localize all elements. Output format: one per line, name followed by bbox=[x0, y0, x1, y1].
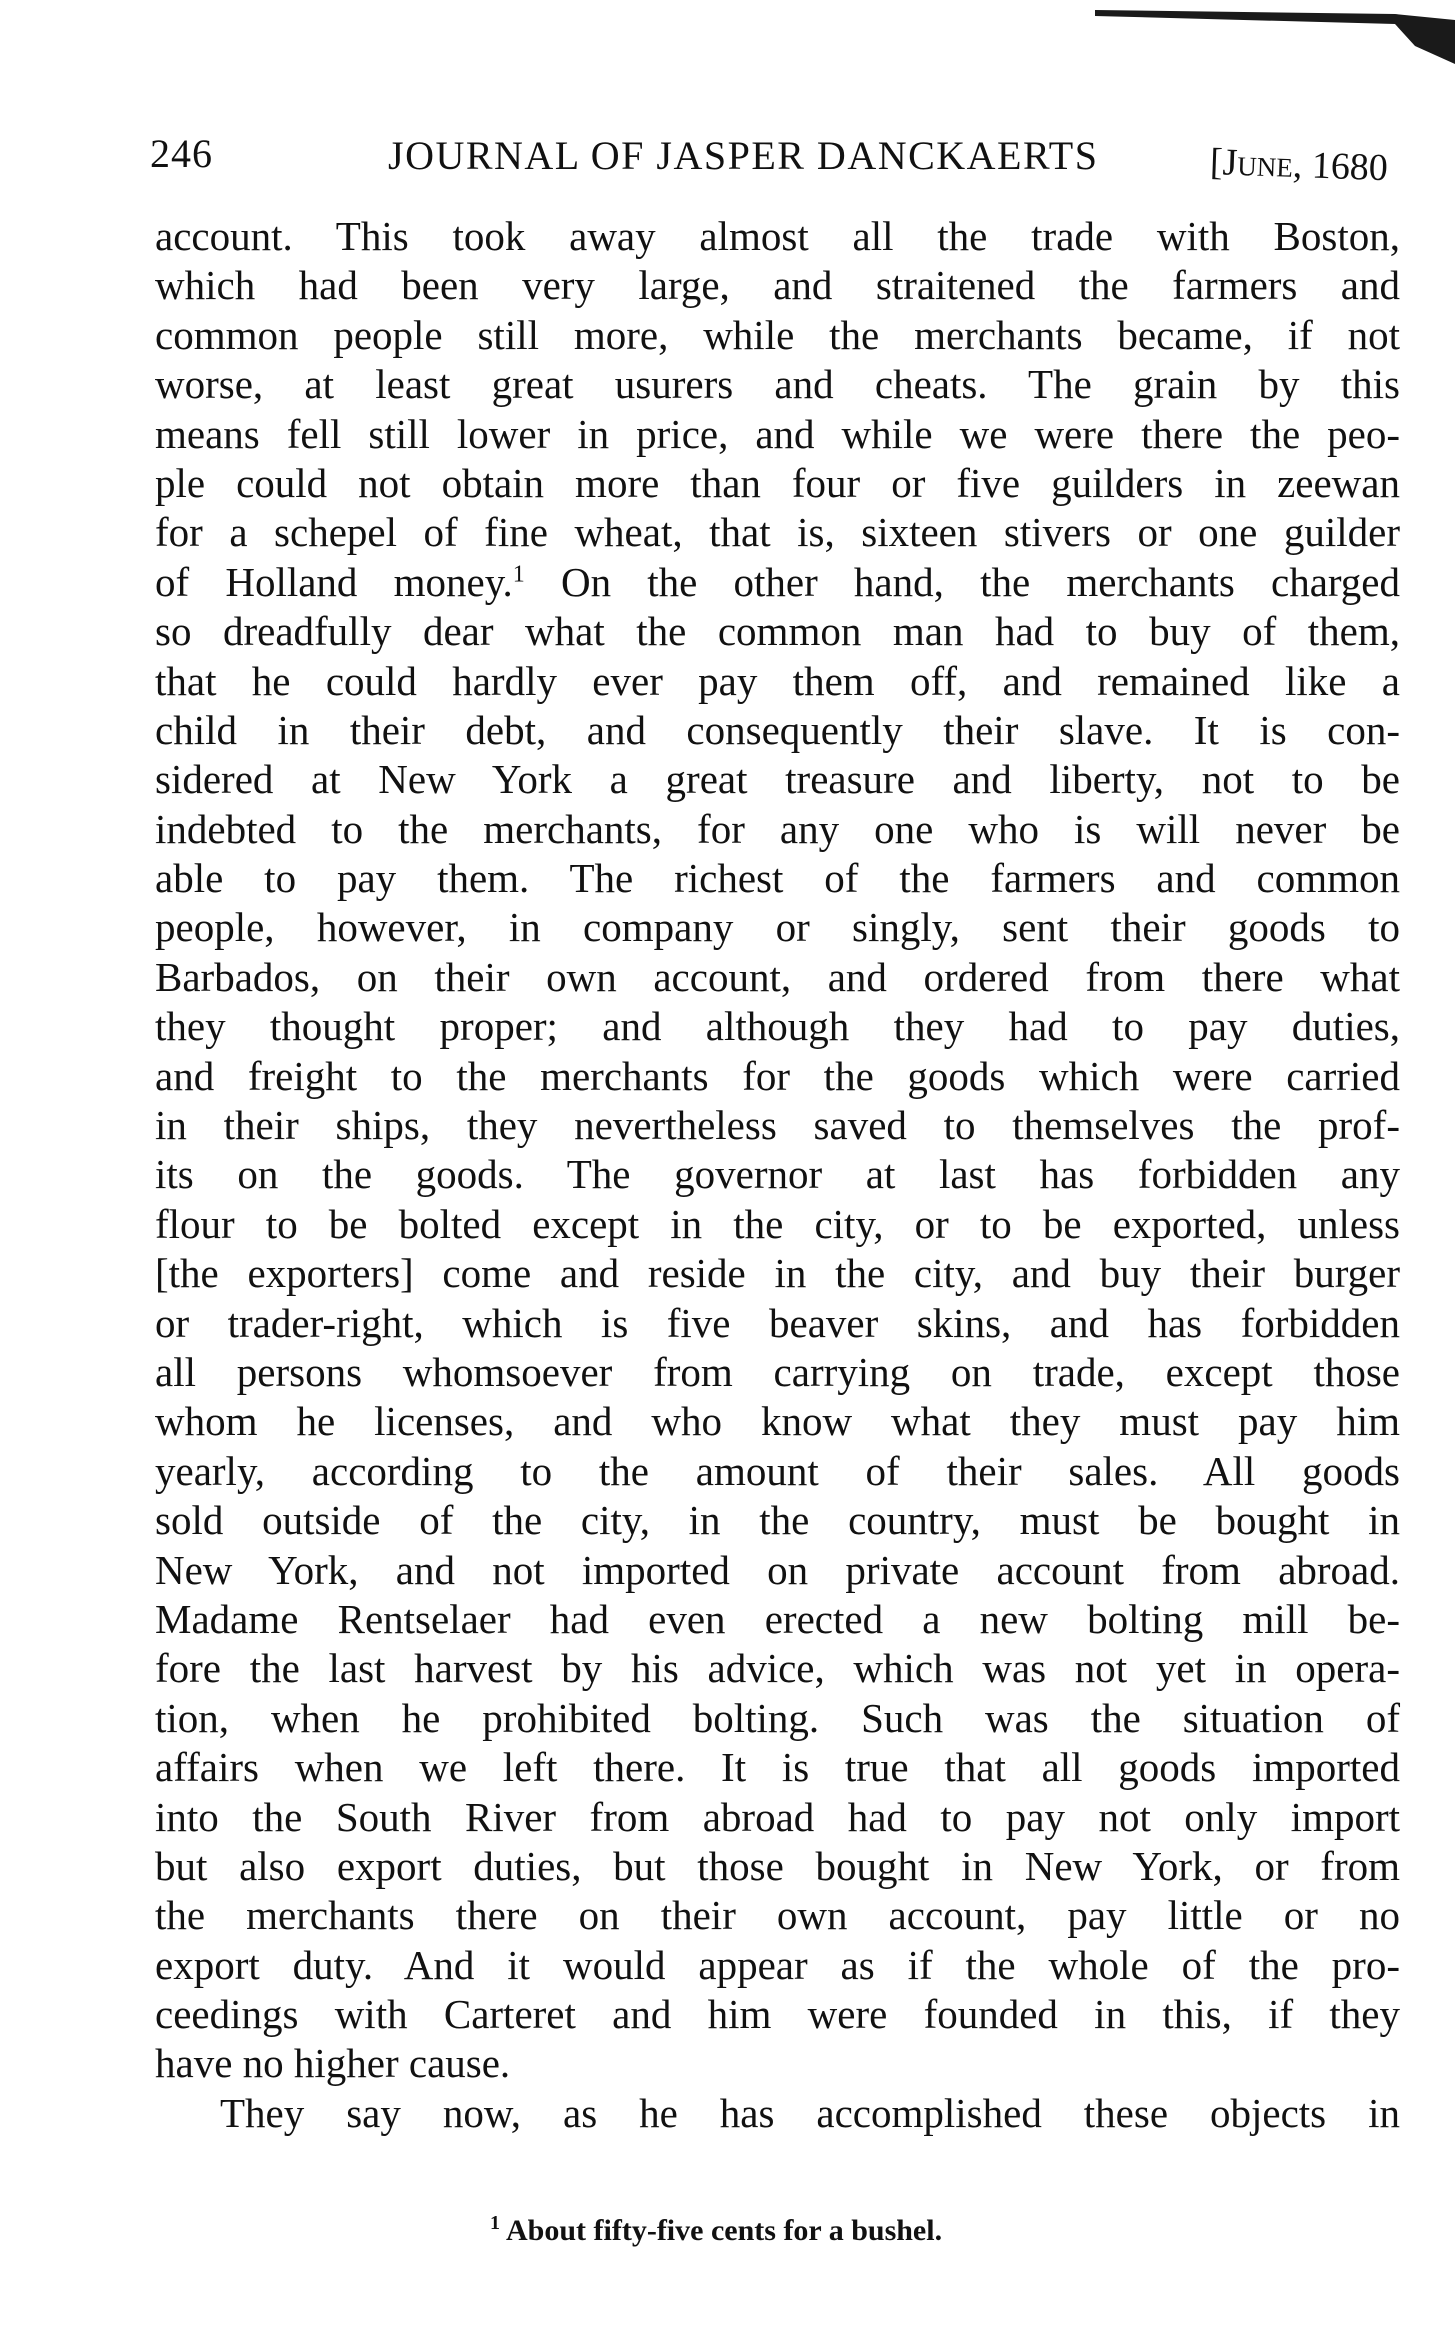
page-edge-shadow bbox=[1095, 6, 1455, 64]
text-line-with-note bbox=[155, 558, 1400, 607]
text-line: its on the goods. The governor at last has forbidden any bbox=[155, 1151, 1400, 1198]
text-line: people, however, in company or singly, sent their goods to bbox=[155, 904, 1400, 951]
text-fragment: On the other hand, the merchants charged bbox=[524, 558, 1400, 605]
text-line: they thought proper; and although they had to pay duties, bbox=[155, 1003, 1400, 1050]
paragraph-start-line: They say now, as he has accomplished these objects in bbox=[220, 2089, 1400, 2136]
text-line: or trader-right, which is five beaver skins, and has forbidden bbox=[155, 1299, 1400, 1346]
text-line: able to pay them. The richest of the farmers and common bbox=[155, 855, 1400, 902]
body-text bbox=[155, 212, 1400, 2138]
text-line: means fell still lower in price, and while we were there the peo- bbox=[155, 410, 1400, 457]
date-head: [June, 1680 bbox=[1209, 141, 1389, 190]
text-line: child in their debt, and consequently their slave. It is con- bbox=[155, 706, 1400, 753]
page-number: 246 bbox=[150, 131, 213, 176]
text-line: Madame Rentselaer had even erected a new bolting mill be- bbox=[155, 1595, 1400, 1642]
running-head: JOURNAL OF JASPER DANCKAERTS bbox=[388, 133, 1099, 178]
text-line: so dreadfully dear what the common man had to buy of them, bbox=[155, 608, 1400, 655]
text-line: all persons whomsoever from carrying on trade, except those bbox=[155, 1348, 1400, 1395]
text-line: ple could not obtain more than four or five guilders in zeewan bbox=[155, 459, 1400, 506]
text-line: tion, when he prohibited bolting. Such was the situation of bbox=[155, 1694, 1400, 1741]
text-fragment: of Holland money. bbox=[155, 558, 513, 605]
footnote bbox=[490, 2212, 942, 2248]
text-line: and freight to the merchants for the goods which were carried bbox=[155, 1052, 1400, 1099]
text-line: worse, at least great usurers and cheats. The grain by this bbox=[155, 361, 1400, 408]
text-line: into the South River from abroad had to pay not only import bbox=[155, 1793, 1400, 1840]
text-line: yearly, according to the amount of their sales. All goods bbox=[155, 1447, 1400, 1494]
text-line: ceedings with Carteret and him were founded in this, if they bbox=[155, 1991, 1400, 2038]
text-line: the merchants there on their own account, pay little or no bbox=[155, 1892, 1400, 1939]
text-line: New York, and not imported on private account from abroad. bbox=[155, 1546, 1400, 1593]
text-line: common people still more, while the merchants became, if not bbox=[155, 311, 1400, 358]
footnote-text: About fifty-five cents for a bushel. bbox=[506, 2214, 943, 2247]
text-line: that he could hardly ever pay them off, and remained like a bbox=[155, 657, 1400, 704]
text-line: whom he licenses, and who know what they must pay him bbox=[155, 1398, 1400, 1445]
text-line: sidered at New York a great treasure and liberty, not to be bbox=[155, 756, 1400, 803]
text-line: but also export duties, but those bought in New York, or from bbox=[155, 1842, 1400, 1889]
text-line: which had been very large, and straitened the farmers and bbox=[155, 262, 1400, 309]
text-line: affairs when we left there. It is true that all goods imported bbox=[155, 1744, 1400, 1791]
footnote-reference: 1 bbox=[512, 561, 525, 588]
text-line: in their ships, they nevertheless saved to themselves the prof- bbox=[155, 1102, 1400, 1149]
page-header bbox=[150, 120, 1410, 190]
text-line: for a schepel of fine wheat, that is, sixteen stivers or one guilder bbox=[155, 509, 1400, 556]
text-line: export duty. And it would appear as if the whole of the pro- bbox=[155, 1941, 1400, 1988]
text-line: have no higher cause. bbox=[155, 2040, 511, 2087]
text-line: flour to be bolted except in the city, or to be exported, unless bbox=[155, 1200, 1400, 1247]
text-line: sold outside of the city, in the country, must be bought in bbox=[155, 1497, 1400, 1544]
text-line: indebted to the merchants, for any one who is will never be bbox=[155, 805, 1400, 852]
text-line: Barbados, on their own account, and ordered from there what bbox=[155, 953, 1400, 1000]
text-line: fore the last harvest by his advice, which was not yet in opera- bbox=[155, 1645, 1400, 1692]
text-line: [the exporters] come and reside in the city, and buy their burger bbox=[155, 1250, 1400, 1297]
text-line: account. This took away almost all the trade with Boston, bbox=[155, 213, 1400, 259]
footnote-marker: 1 bbox=[490, 2212, 500, 2234]
